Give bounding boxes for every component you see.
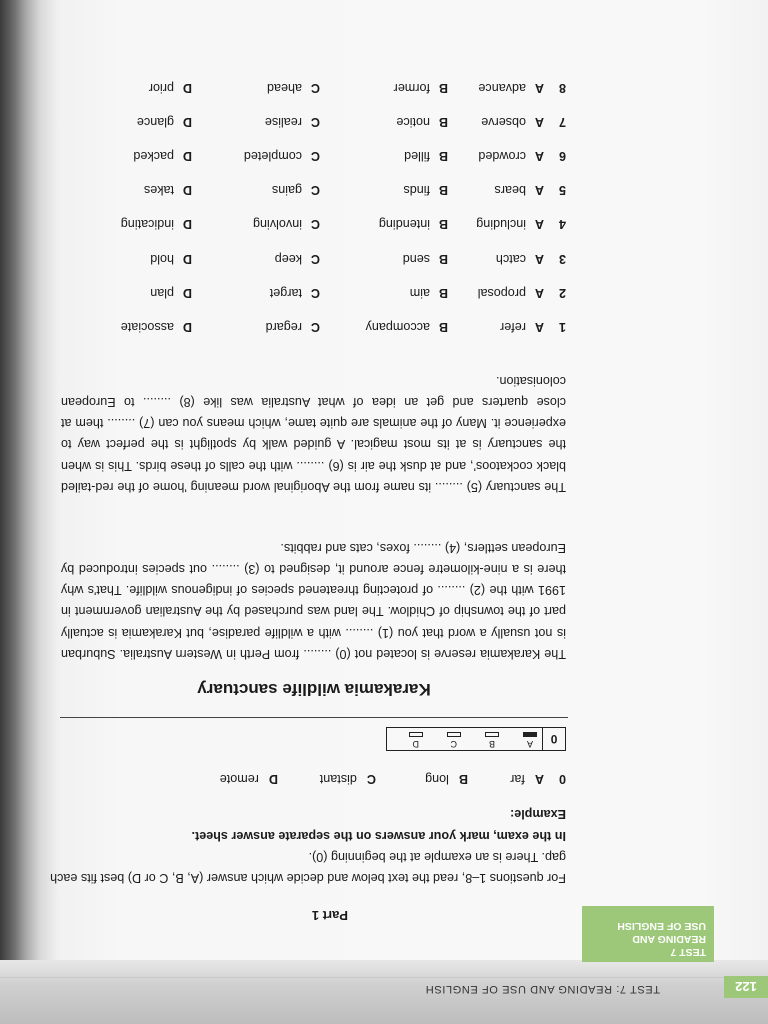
option-letter: D	[182, 114, 192, 129]
option-text: catch	[495, 251, 526, 266]
answer-option	[150, 286, 192, 300]
option-letter: B	[438, 114, 448, 129]
example-number-text: 0	[558, 772, 566, 786]
answer-option	[266, 320, 320, 334]
exam-instruction	[192, 825, 566, 846]
option-letter: D	[182, 320, 192, 334]
option-letter: B	[438, 285, 448, 300]
question-row	[26, 211, 566, 231]
option-text: regard	[265, 320, 302, 334]
option-text: including	[476, 217, 526, 232]
answer-option	[275, 252, 320, 266]
question-row	[26, 177, 566, 197]
answer-option	[478, 149, 544, 163]
option-text: send	[402, 251, 430, 266]
answer-option	[265, 115, 320, 129]
option-text: former	[393, 80, 430, 95]
answer-option	[270, 286, 320, 300]
option-letter: A	[534, 114, 544, 129]
option-letter: B	[438, 217, 448, 232]
option-text: accompany	[365, 320, 430, 334]
question-row	[26, 314, 566, 334]
answer-option	[403, 183, 448, 197]
example-option	[510, 772, 544, 786]
option-text: crowded	[478, 149, 526, 163]
question-row	[26, 280, 566, 300]
answer-cell-letter: D	[412, 739, 419, 749]
question-number: 8	[558, 80, 566, 95]
option-letter: D	[182, 183, 192, 198]
option-letter: B	[458, 772, 468, 786]
answer-cell-letter: A	[526, 739, 533, 749]
answer-cell	[390, 728, 428, 750]
answer-option	[121, 320, 192, 334]
option-letter: B	[438, 251, 448, 266]
option-text: associate	[120, 320, 174, 334]
answer-cell-letter: C	[450, 739, 457, 749]
answer-option	[267, 81, 320, 95]
option-letter: A	[534, 320, 544, 334]
option-letter: D	[182, 285, 192, 300]
answer-option	[478, 286, 544, 300]
question-number: 1	[558, 320, 566, 334]
option-text: proposal	[477, 285, 526, 300]
option-letter: A	[534, 183, 544, 198]
answer-option	[121, 217, 192, 231]
answer-option	[253, 217, 320, 231]
answer-option	[410, 286, 448, 300]
section-tab	[582, 906, 714, 962]
example-answer-box	[386, 727, 566, 751]
option-letter: A	[534, 251, 544, 266]
option-text: completed	[243, 149, 302, 163]
option-letter: C	[310, 183, 320, 198]
running-head: TEST 7: READING AND USE OF ENGLISH	[425, 983, 660, 995]
question-number: 3	[558, 251, 566, 266]
option-letter: B	[438, 149, 448, 163]
option-text: observe	[481, 114, 526, 129]
question-row	[26, 143, 566, 163]
option-text: finds	[403, 183, 430, 198]
section-tab-line: USE OF ENGLISH	[617, 920, 706, 932]
answer-option	[149, 81, 192, 95]
option-text: takes	[143, 183, 174, 198]
option-letter: A	[534, 80, 544, 95]
option-text: ahead	[266, 80, 302, 95]
answer-option	[476, 217, 544, 231]
example-label: Example:	[510, 807, 566, 821]
answer-option	[500, 320, 544, 334]
passage-title: Karakamia wildlife sanctuary	[197, 680, 431, 699]
option-text: refer	[500, 320, 526, 334]
option-text: notice	[396, 114, 430, 129]
option-text: prior	[148, 80, 174, 95]
option-letter: D	[182, 80, 192, 95]
option-letter: C	[310, 320, 320, 334]
answer-cell-letter: B	[488, 739, 495, 749]
passage-divider	[60, 717, 568, 718]
option-letter: C	[310, 80, 320, 95]
option-letter: D	[182, 149, 192, 163]
option-text: aim	[409, 285, 430, 300]
option-letter: C	[310, 149, 320, 163]
exam-instruction-text: In the exam, mark your answers on the separate answer sheet.	[191, 829, 566, 843]
option-text: hold	[150, 251, 174, 266]
option-letter: A	[534, 149, 544, 163]
question-number: 7	[558, 114, 566, 129]
option-letter: C	[310, 285, 320, 300]
option-text: involving	[252, 217, 302, 232]
option-text: filled	[404, 149, 430, 163]
option-text: bears	[494, 183, 526, 198]
option-text: realise	[264, 114, 302, 129]
part-title: Part 1	[311, 908, 348, 923]
answer-option	[366, 320, 448, 334]
option-text: distant	[319, 772, 357, 786]
answer-mark-filled	[523, 732, 537, 737]
option-text: remote	[219, 772, 259, 786]
option-letter: B	[438, 320, 448, 334]
question-number: 5	[558, 183, 566, 198]
option-letter: C	[366, 772, 376, 786]
answer-cell	[504, 728, 542, 750]
option-text: long	[425, 772, 449, 786]
option-letter: D	[182, 217, 192, 232]
option-text: far	[510, 772, 525, 786]
option-letter: D	[182, 251, 192, 266]
question-number: 4	[558, 217, 566, 232]
page-number: 122	[724, 976, 768, 998]
answer-option	[404, 149, 448, 163]
example-option	[220, 772, 278, 786]
option-letter: A	[534, 217, 544, 232]
option-letter: C	[310, 251, 320, 266]
option-text: target	[269, 285, 302, 300]
option-text: packed	[133, 149, 174, 163]
question-row	[26, 75, 566, 95]
answer-option	[144, 183, 192, 197]
option-text: gains	[271, 183, 302, 198]
option-text: keep	[274, 251, 302, 266]
answer-box-number: 0	[542, 728, 565, 750]
example-option	[425, 772, 468, 786]
answer-option	[137, 115, 192, 129]
question-row	[26, 246, 566, 266]
example-option	[320, 772, 376, 786]
option-letter: B	[438, 183, 448, 198]
example-number	[549, 772, 566, 786]
answer-option	[396, 115, 448, 129]
answer-mark-empty	[485, 732, 499, 737]
answer-option	[379, 217, 448, 231]
answer-option	[394, 81, 448, 95]
option-letter: A	[534, 285, 544, 300]
answer-option	[244, 149, 320, 163]
answer-option	[403, 252, 448, 266]
answer-option	[494, 183, 544, 197]
option-letter: B	[438, 80, 448, 95]
instructions-text: For questions 1–8, read the text below and decide which answer (A, B, C or D) best fits each gap. There is an example at the beginning (0).	[50, 850, 566, 885]
section-tab-line: READING AND	[632, 933, 706, 945]
option-text: indicating	[120, 217, 174, 232]
option-letter: C	[310, 114, 320, 129]
question-row	[26, 109, 566, 129]
header-divider	[0, 977, 724, 978]
option-text: advance	[478, 80, 526, 95]
option-text: glance	[136, 114, 174, 129]
answer-option	[478, 81, 544, 95]
answer-option	[496, 252, 544, 266]
option-letter: C	[310, 217, 320, 232]
passage-paragraph: The Karakamia reserve is located not (0) ........ from Perth in Western Australia. Suburban is not usually a word that you (1) ........ with a wildlife paradise, but Karakamia is actually part of the township of Chidlow. The land was purchased by the Australian government in 1991 with the (2) ........ of protecting threatened species of indigenous wildlife. That's why there is a nine-kilometre fence around it, designed to (3) ........ out species introduced by European settlers, (4) ........ foxes, cats and rabbits.	[61, 540, 566, 661]
option-letter: D	[268, 772, 278, 786]
section-tab-line: TEST 7	[670, 946, 706, 958]
answer-cell	[428, 728, 466, 750]
answer-cell	[466, 728, 504, 750]
option-letter: A	[534, 772, 544, 786]
question-number: 2	[558, 285, 566, 300]
option-text: plan	[150, 285, 174, 300]
passage-paragraph: The sanctuary (5) ........ its name from the Aboriginal word meaning 'home of the red-tailed black cockatoos', and at dusk the air is (6) ........ with the calls of these birds. This is when the sanctuary is at its most magical. A guided walk by spotlight is the perfect way to experience it. Many of the animals are quite tame, which means you can (7) ........ them at close quarters and get an idea of what Australia was like (8) ........ to European colonisation.	[61, 373, 566, 494]
answer-option	[133, 149, 192, 163]
answer-mark-empty	[409, 732, 423, 737]
answer-mark-empty	[447, 732, 461, 737]
answer-option	[481, 115, 544, 129]
option-text: intending	[378, 217, 430, 232]
question-number: 6	[558, 149, 566, 163]
answer-option	[150, 252, 192, 266]
answer-option	[272, 183, 320, 197]
